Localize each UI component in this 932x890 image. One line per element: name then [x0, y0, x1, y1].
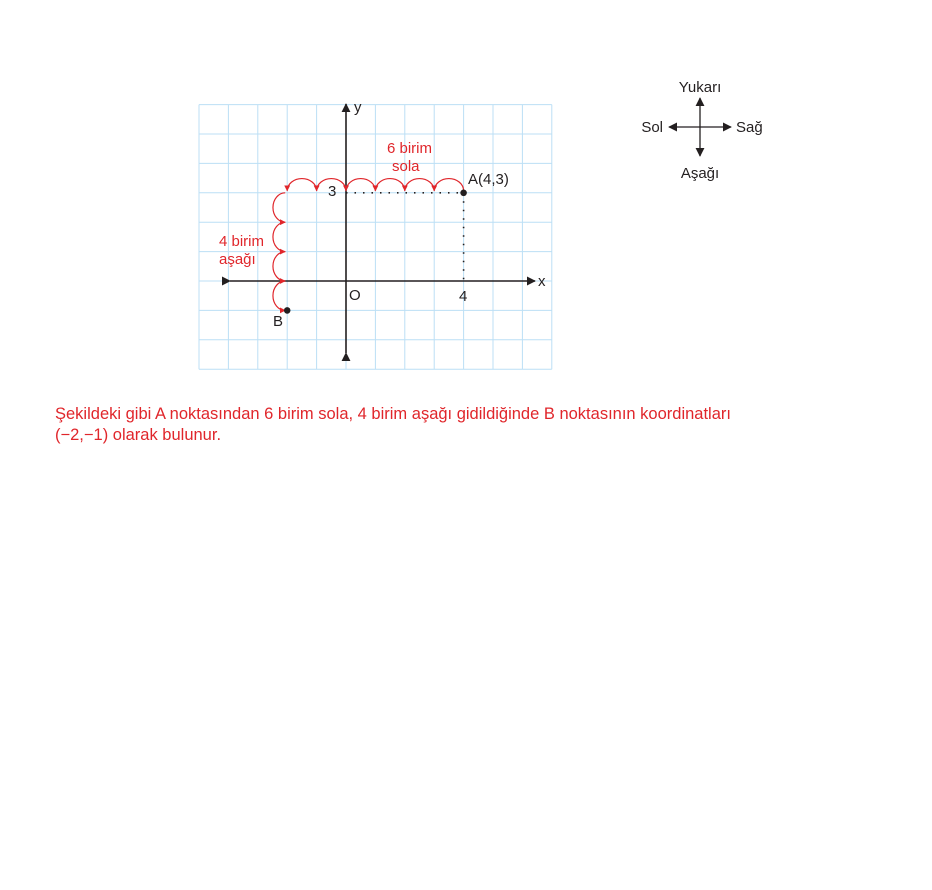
origin-label: O [349, 287, 361, 304]
compass-up-label: Yukarı [678, 79, 722, 96]
caption [55, 404, 925, 446]
caption-line-2: (−2,−1) olarak bulunur. [55, 426, 222, 444]
left-hop-arc [346, 179, 375, 191]
direction-compass [641, 79, 762, 182]
left-hop-arc [287, 179, 316, 191]
left-move-label-line2: sola [392, 158, 420, 175]
down-hop-arc [273, 281, 285, 310]
down-hop-arc [273, 222, 285, 251]
down-hop-arc [273, 252, 285, 281]
point-b-label: B [273, 313, 284, 330]
down-move-label-line2: aşağı [219, 251, 256, 268]
compass-down-label: Aşağı [680, 165, 720, 182]
x-axis-label: x [538, 273, 546, 290]
down-move-label-line1: 4 birim [219, 233, 265, 250]
compass-left-label: Sol [641, 119, 663, 136]
compass-right-label: Sağ [736, 119, 763, 136]
y-tick-label: 3 [328, 183, 337, 200]
left-move-label-line1: 6 birim [387, 140, 433, 157]
point-b [284, 307, 291, 314]
caption-line-1: Şekildeki gibi A noktasından 6 birim sola, 4 birim aşağı gidildiğinde B noktasının koordinatları [55, 405, 731, 423]
left-hop-arc [434, 179, 463, 191]
down-hop-arc [273, 193, 285, 222]
point-a-label: A(4,3) [468, 171, 509, 188]
left-hop-arc [405, 179, 434, 191]
point-a [460, 190, 467, 197]
x-tick-label: 4 [459, 288, 468, 305]
y-axis-label: y [354, 99, 362, 116]
left-hop-arc [375, 179, 404, 191]
